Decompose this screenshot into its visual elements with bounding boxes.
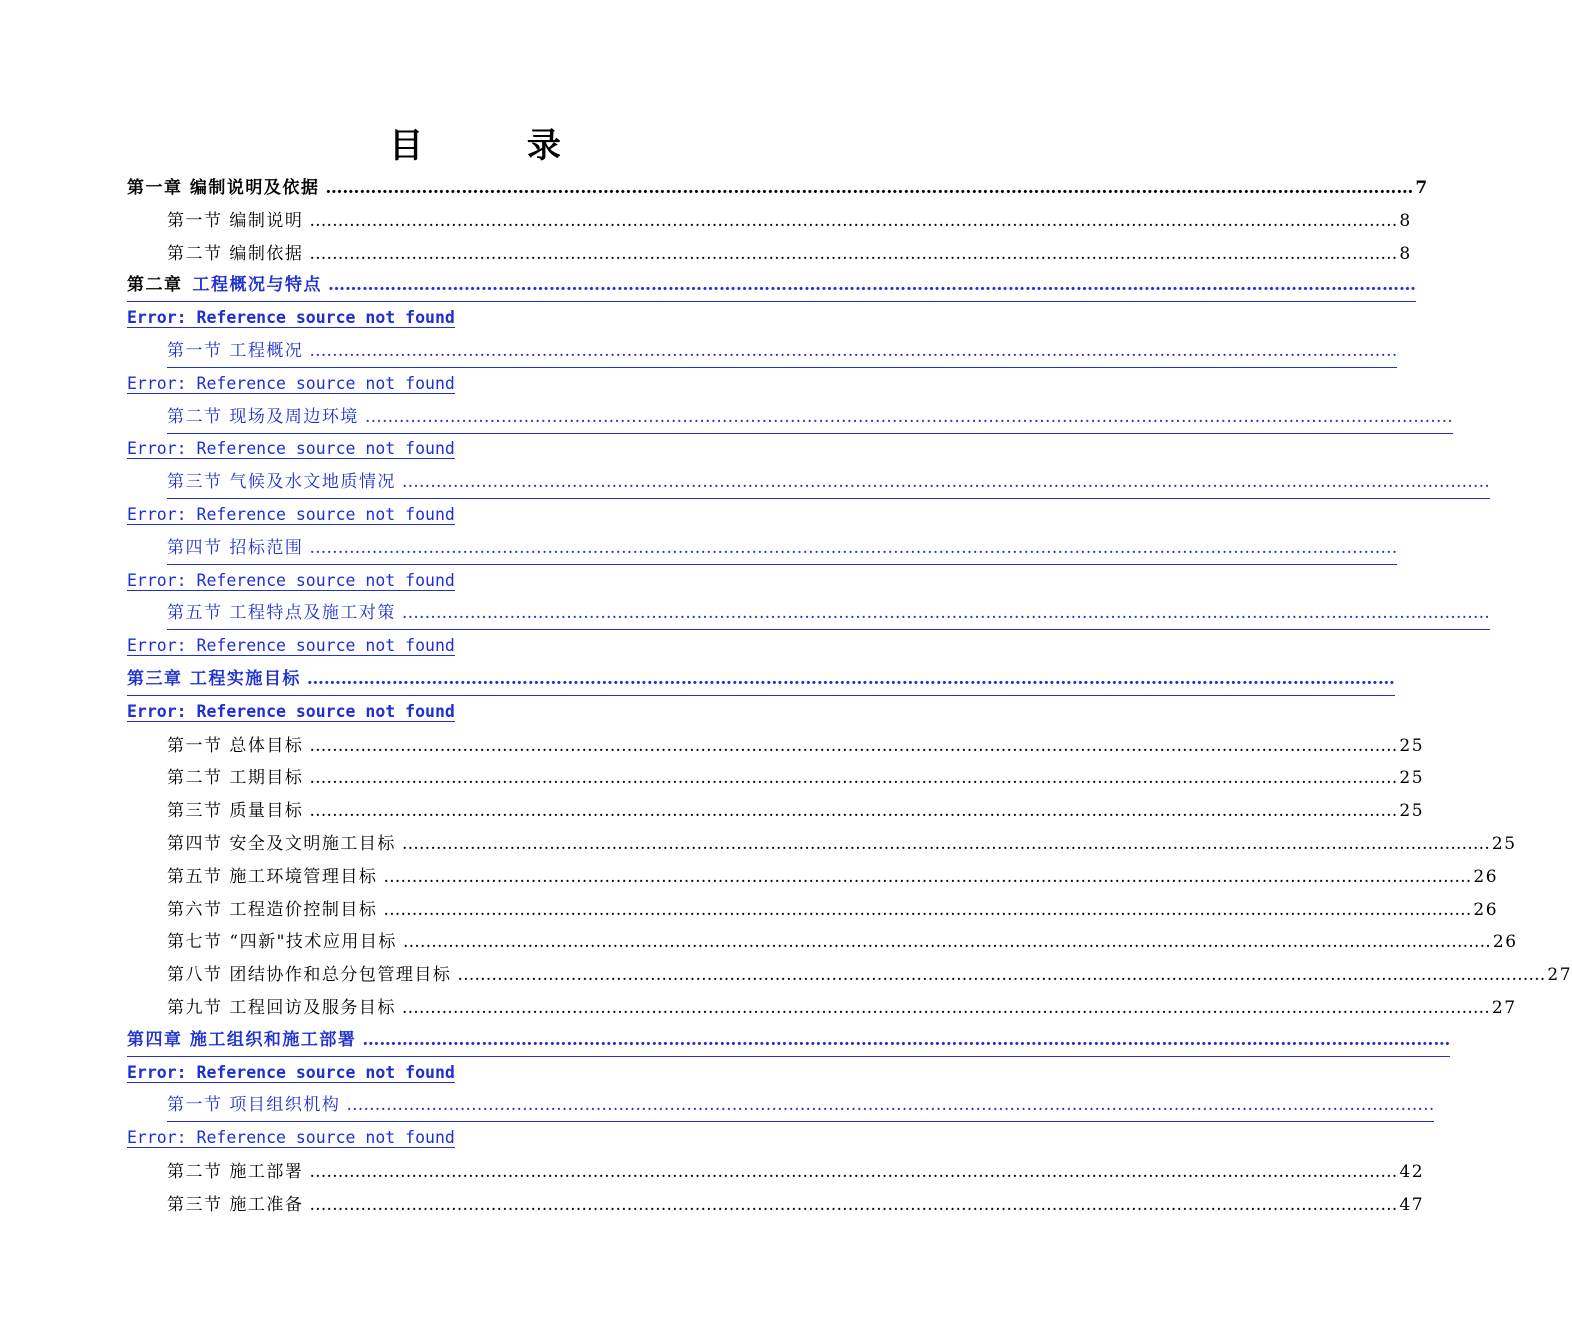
toc-page-number: 26 <box>1473 899 1499 920</box>
toc-entry-label: 第五节 工程特点及施工对策 <box>167 603 396 624</box>
toc-entry-label: 第九节 工程回访及服务目标 <box>167 997 396 1018</box>
toc-entry-label: 第三节 质量目标 <box>167 801 304 822</box>
toc-entry-label: 第四节 招标范围 <box>167 537 304 558</box>
toc-error-reference[interactable] <box>127 566 822 599</box>
toc-page-number: 8 <box>1399 243 1412 264</box>
toc-dot-leader: ………………………………………………………………………………………………………………………………………………………………………… <box>401 833 1490 854</box>
toc-page-number: 25 <box>1399 735 1425 756</box>
toc-entry-label: 第二节 施工部署 <box>167 1161 304 1182</box>
toc-chapter-entry[interactable] <box>127 1025 1451 1058</box>
toc-dot-leader: ………………………………………………………………………………………………………………………………………………………………………… <box>364 406 1453 427</box>
toc-page-number: 26 <box>1492 932 1518 953</box>
toc-section-entry[interactable] <box>127 598 1490 631</box>
toc-dot-leader: ………………………………………………………………………………………………………………………………………………………………………… <box>346 1095 1435 1116</box>
toc-section-entry <box>127 1189 1425 1222</box>
toc-dot-leader: ………………………………………………………………………………………………………………………………………………………………………… <box>362 1029 1451 1050</box>
toc-section-entry <box>127 959 1572 992</box>
toc-section-entry[interactable] <box>127 1090 1435 1123</box>
toc-error-reference[interactable] <box>127 1058 822 1091</box>
toc-chapter-entry[interactable] <box>127 664 1395 697</box>
toc-section-entry[interactable] <box>127 533 1398 566</box>
toc-dot-leader: ………………………………………………………………………………………………………………………………………………………………………… <box>383 866 1472 887</box>
toc-dot-leader: ………………………………………………………………………………………………………………………………………………………………………… <box>309 210 1398 231</box>
toc-error-reference[interactable] <box>127 434 822 467</box>
toc-entry-label: 第七节 “四新"技术应用目标 <box>167 932 397 953</box>
toc-error-reference[interactable] <box>127 697 822 730</box>
toc-section-entry[interactable] <box>127 467 1490 500</box>
toc-page-number: 42 <box>1399 1161 1425 1182</box>
error-reference-text: Error: Reference source not found <box>127 308 455 328</box>
toc-section-entry <box>127 992 1517 1025</box>
toc-page-number: 7 <box>1415 178 1429 198</box>
error-reference-text: Error: Reference source not found <box>127 373 455 393</box>
toc-entry-label: 第二节 工期目标 <box>167 768 304 789</box>
toc-section-entry <box>127 894 1499 927</box>
toc-dot-leader: ………………………………………………………………………………………………………………………………………………………………………… <box>309 735 1398 756</box>
toc-entry-label: 第三节 施工准备 <box>167 1194 304 1215</box>
error-reference-text: Error: Reference source not found <box>127 636 455 656</box>
toc-entry-label: 第一节 编制说明 <box>167 210 304 231</box>
toc-chapter-entry <box>127 172 1429 205</box>
toc-section-entry <box>127 238 1412 271</box>
toc-entry-label: 第三节 气候及水文地质情况 <box>167 472 396 493</box>
error-reference-text: Error: Reference source not found <box>127 1062 455 1082</box>
toc-dot-leader: ………………………………………………………………………………………………………………………………………………………………………… <box>309 243 1398 264</box>
toc-dot-leader: ………………………………………………………………………………………………………………………………………………………………………… <box>309 1161 1398 1182</box>
error-reference-text: Error: Reference source not found <box>127 439 455 459</box>
toc-dot-leader: ………………………………………………………………………………………………………………………………………………………………………… <box>457 965 1546 986</box>
toc-page-number: 27 <box>1547 965 1572 986</box>
toc-chapter-entry[interactable] <box>127 270 1416 303</box>
toc-page-number: 25 <box>1399 801 1425 822</box>
toc-section-entry <box>127 205 1412 238</box>
toc-dot-leader: ………………………………………………………………………………………………………………………………………………………………………… <box>309 801 1398 822</box>
toc-error-reference[interactable] <box>127 303 822 336</box>
toc-entry-label: 第四节 安全及文明施工目标 <box>167 833 396 854</box>
toc-entry-label: 第四章 施工组织和施工部署 <box>127 1029 357 1050</box>
toc-error-reference[interactable] <box>127 369 822 402</box>
toc-dot-leader: ………………………………………………………………………………………………………………………………………………………………………… <box>325 178 1414 198</box>
toc-page-number: 25 <box>1491 833 1517 854</box>
toc-entry-label: 第一章 编制说明及依据 <box>127 178 320 198</box>
toc-page-number: 26 <box>1473 866 1499 887</box>
toc-entry-label: 第八节 团结协作和总分包管理目标 <box>167 965 452 986</box>
error-reference-text: Error: Reference source not found <box>127 1128 455 1148</box>
toc-section-entry <box>127 828 1517 861</box>
toc-title: 目 录 <box>389 126 607 166</box>
toc-entry-label: 第一节 工程概况 <box>167 340 304 361</box>
toc-section-entry <box>127 861 1499 894</box>
toc-dot-leader: ………………………………………………………………………………………………………………………………………………………………………… <box>306 668 1395 689</box>
toc-dot-leader: ………………………………………………………………………………………………………………………………………………………………………… <box>309 1194 1398 1215</box>
error-reference-text: Error: Reference source not found <box>127 570 455 590</box>
toc-dot-leader: ………………………………………………………………………………………………………………………………………………………………………… <box>309 537 1398 558</box>
toc-section-entry[interactable] <box>127 336 1398 369</box>
toc-error-reference[interactable] <box>127 500 822 533</box>
toc-dot-leader: ………………………………………………………………………………………………………………………………………………………………………… <box>309 340 1398 361</box>
toc-entry-label: 工程概况与特点 <box>192 275 322 296</box>
toc-entry-label: 第二节 编制依据 <box>167 243 304 264</box>
toc-dot-leader: ………………………………………………………………………………………………………………………………………………………………………… <box>383 899 1472 920</box>
toc-section-entry <box>127 730 1425 763</box>
toc-section-entry <box>127 1156 1425 1189</box>
toc-entry-label: 第二节 现场及周边环境 <box>167 406 359 427</box>
toc-section-entry[interactable] <box>127 402 1453 435</box>
toc-entry-prefix: 第二章 <box>127 275 183 296</box>
toc-dot-leader: ………………………………………………………………………………………………………………………………………………………………………… <box>401 603 1490 624</box>
toc-section-entry <box>127 762 1425 795</box>
toc-page-number: 25 <box>1399 768 1425 789</box>
toc-page-number: 8 <box>1399 210 1412 231</box>
toc-entry-label: 第六节 工程造价控制目标 <box>167 899 378 920</box>
error-reference-text: Error: Reference source not found <box>127 701 455 721</box>
toc-page-number: 47 <box>1399 1194 1425 1215</box>
toc-entry-label: 第一节 项目组织机构 <box>167 1095 341 1116</box>
toc-dot-leader: ………………………………………………………………………………………………………………………………………………………………………… <box>402 932 1491 953</box>
toc-section-entry <box>127 926 1518 959</box>
toc-page-number: 27 <box>1491 997 1517 1018</box>
toc-entry-label: 第三章 工程实施目标 <box>127 668 301 689</box>
toc-entry-label: 第一节 总体目标 <box>167 735 304 756</box>
toc-error-reference[interactable] <box>127 631 822 664</box>
toc-entry-label: 第五节 施工环境管理目标 <box>167 866 378 887</box>
toc-section-entry <box>127 795 1425 828</box>
error-reference-text: Error: Reference source not found <box>127 504 455 524</box>
toc-dot-leader: ………………………………………………………………………………………………………………………………………………………………………… <box>328 275 1416 296</box>
toc-dot-leader: ………………………………………………………………………………………………………………………………………………………………………… <box>309 768 1398 789</box>
toc-dot-leader: ………………………………………………………………………………………………………………………………………………………………………… <box>401 997 1490 1018</box>
toc-error-reference[interactable] <box>127 1123 822 1156</box>
toc-dot-leader: ………………………………………………………………………………………………………………………………………………………………………… <box>401 472 1490 493</box>
table-of-contents <box>127 172 1572 1222</box>
